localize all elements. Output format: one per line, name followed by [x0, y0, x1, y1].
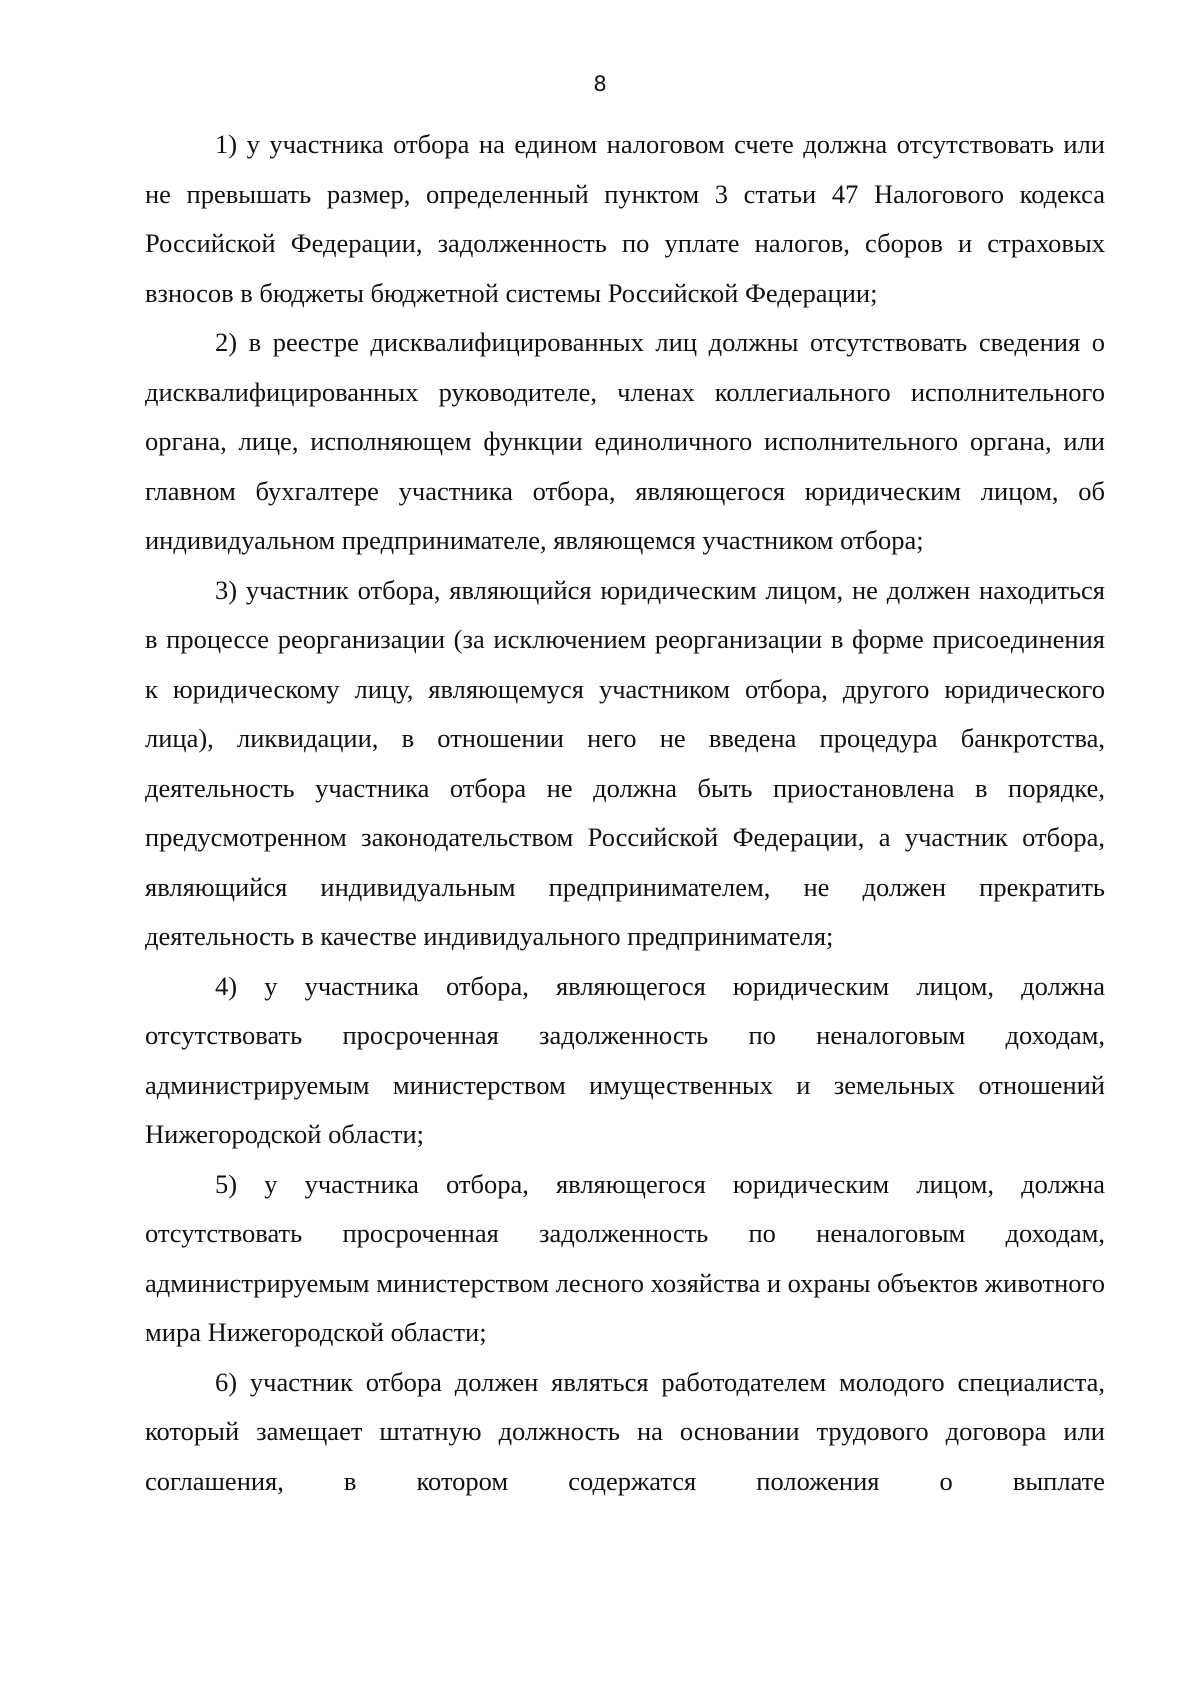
- paragraph-item-2: 2) в реестре дисквалифицированных лиц должны отсутствовать сведения о дисквалифицированных руководителе, членах коллегиального исполнительного органа, лице, исполняющем функции единоличного исполнительного органа, или главном бухгалтере участника отбора, являющегося юридическим лицом, об индивидуальном предпринимателе, являющемся участником отбора;: [145, 327, 1105, 555]
- paragraph-item-6: 6) участник отбора должен являться работодателем молодого специалиста, который замещает штатную должность на основании трудового договора или соглашения, в котором содержатся положения о выплате: [145, 1366, 1105, 1496]
- paragraph-item-1: 1) у участника отбора на едином налоговом счете должна отсутствовать или не превышать размер, определенный пунктом 3 статьи 47 Налогового кодекса Российской Федерации, задолженность по уплате налогов, сборов и страховых взносов в бюджеты бюджетной системы Российской Федерации;: [145, 129, 1105, 308]
- paragraph-item-5: 5) у участника отбора, являющегося юридическим лицом, должна отсутствовать просроченная задолженность по неналоговым доходам, администрируемым министерством лесного хозяйства и охраны объектов животного мира Нижегородской области;: [145, 1168, 1105, 1347]
- paragraph-item-4: 4) у участника отбора, являющегося юридическим лицом, должна отсутствовать просроченная задолженность по неналоговым доходам, администрируемым министерством имущественных и земельных отношений Нижегородской области;: [145, 970, 1105, 1149]
- page-number: 8: [593, 72, 607, 96]
- document-body: [145, 120, 1105, 1506]
- paragraph-item-3: 3) участник отбора, являющийся юридическим лицом, не должен находиться в процессе реорганизации (за исключением реорганизации в форме присоединения к юридическому лицу, являющемуся участником отбора, другого юридического лица), ликвидации, в отношении него не введена процедура банкротства, деятельность участника отбора не должна быть приостановлена в порядке, предусмотренном законодательством Российской Федерации, а участник отбора, являющийся индивидуальным предпринимателем, не должен прекратить деятельность в качестве индивидуального предпринимателя;: [145, 574, 1105, 951]
